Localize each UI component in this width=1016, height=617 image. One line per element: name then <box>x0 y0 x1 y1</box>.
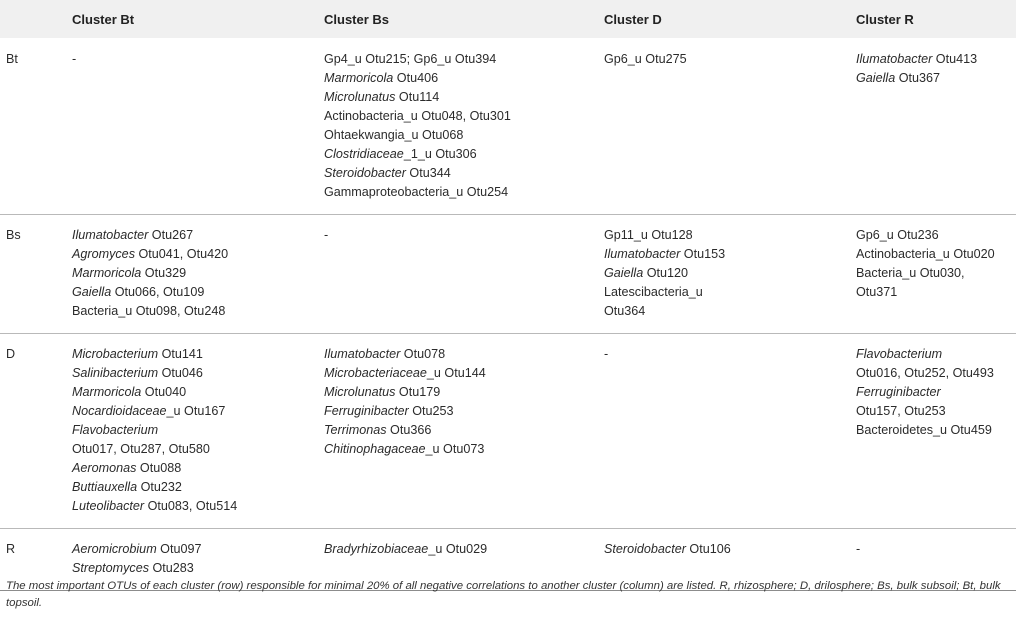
table-cell <box>602 334 854 529</box>
entry-text: Otu088 <box>136 461 182 475</box>
otu-entry <box>856 226 1016 245</box>
entry-text: Otu017, Otu287, Otu580 <box>72 442 210 456</box>
taxon-name: Microbacteriaceae <box>324 366 427 380</box>
otu-entry <box>324 107 602 126</box>
entry-text: Otu413 <box>932 52 978 66</box>
entry-text: Otu344 <box>405 166 451 180</box>
taxon-name: Ferruginibacter <box>856 385 941 399</box>
table-cell <box>602 215 854 334</box>
entry-text: Otu016, Otu252, Otu493 <box>856 366 994 380</box>
taxon-name: Nocardioidaceae <box>72 404 167 418</box>
table-cell <box>322 334 602 529</box>
otu-entry <box>856 383 1016 402</box>
otu-entry <box>856 50 1016 69</box>
otu-entry <box>324 50 602 69</box>
entry-text: Otu046 <box>158 366 203 380</box>
taxon-name: Ilumatobacter <box>324 347 401 361</box>
row-label: R <box>6 542 16 556</box>
taxon-name: Aeromicrobium <box>72 542 157 556</box>
taxon-name: Marmoricola <box>72 266 142 280</box>
row-label: Bs <box>6 228 21 242</box>
table-cell <box>70 215 322 334</box>
row-label: D <box>6 347 16 361</box>
taxon-name: Ilumatobacter <box>72 228 149 242</box>
entry-text: Otu253 <box>408 404 454 418</box>
table-cell <box>854 38 1016 215</box>
entry-text: - <box>324 228 329 242</box>
otu-entry <box>72 226 322 245</box>
header-cluster-bs: Cluster Bs <box>324 11 390 27</box>
otu-entry <box>856 540 1016 559</box>
otu-entry <box>324 540 602 559</box>
taxon-name: Agromyces <box>72 247 135 261</box>
otu-entry <box>324 383 602 402</box>
taxon-name: Gaiella <box>856 71 896 85</box>
entry-text: Otu406 <box>393 71 439 85</box>
otu-entry <box>324 364 602 383</box>
table-row <box>0 215 1016 334</box>
entry-text: Bacteria_u Otu030, <box>856 266 965 280</box>
otu-entry <box>856 345 1016 364</box>
otu-entry <box>324 402 602 421</box>
taxon-name: Marmoricola <box>72 385 142 399</box>
entry-text: Gp4_u Otu215; Gp6_u Otu394 <box>324 52 497 66</box>
otu-entry <box>72 383 322 402</box>
taxon-name: Luteolibacter <box>72 499 145 513</box>
otu-entry <box>324 164 602 183</box>
entry-text: Otu179 <box>395 385 441 399</box>
header-cluster-d: Cluster D <box>604 11 662 27</box>
otu-entry <box>72 540 322 559</box>
entry-text: Otu371 <box>856 285 898 299</box>
taxon-name: Gaiella <box>604 266 644 280</box>
entry-text: Otu283 <box>149 561 194 575</box>
taxon-name: Marmoricola <box>324 71 394 85</box>
otu-entry <box>856 402 1016 421</box>
taxon-name: Salinibacterium <box>72 366 159 380</box>
taxon-name: Steroidobacter <box>604 542 686 556</box>
entry-text: Gp6_u Otu236 <box>856 228 939 242</box>
entry-text: Otu232 <box>137 480 182 494</box>
otu-entry <box>604 302 854 321</box>
otu-entry <box>72 459 322 478</box>
taxon-name: Microlunatus <box>324 90 396 104</box>
otu-entry <box>72 440 322 459</box>
taxon-name: Ferruginibacter <box>324 404 409 418</box>
taxon-name: Terrimonas <box>324 423 387 437</box>
taxon-name: Microlunatus <box>324 385 396 399</box>
entry-text: Otu083, Otu514 <box>144 499 238 513</box>
table-cell <box>70 38 322 215</box>
otu-entry <box>604 264 854 283</box>
entry-text: Otu097 <box>156 542 202 556</box>
otu-entry <box>604 540 854 559</box>
entry-text: Bacteroidetes_u Otu459 <box>856 423 992 437</box>
taxon-name: Microbacterium <box>72 347 159 361</box>
otu-entry <box>604 50 854 69</box>
header-corner <box>0 0 70 38</box>
entry-text: Otu366 <box>386 423 432 437</box>
taxon-name: Steroidobacter <box>324 166 406 180</box>
otu-entry <box>72 302 322 321</box>
otu-entry <box>72 497 322 516</box>
entry-text: Ohtaekwangia_u Otu068 <box>324 128 464 142</box>
entry-text: _u Otu073 <box>425 442 485 456</box>
taxon-name: Streptomyces <box>72 561 149 575</box>
otu-entry <box>72 559 322 578</box>
otu-entry <box>324 226 602 245</box>
otu-entry <box>72 345 322 364</box>
otu-entry <box>324 421 602 440</box>
table-row <box>0 38 1016 215</box>
otu-entry <box>324 69 602 88</box>
taxon-name: Buttiauxella <box>72 480 138 494</box>
entry-text: Gp11_u Otu128 <box>604 228 693 242</box>
entry-text: _u Otu144 <box>426 366 486 380</box>
table-cell <box>602 38 854 215</box>
otu-entry <box>856 421 1016 440</box>
entry-text: Otu066, Otu109 <box>111 285 205 299</box>
entry-text: - <box>856 542 861 556</box>
table-cell <box>322 38 602 215</box>
entry-text: Otu267 <box>148 228 194 242</box>
otu-entry <box>72 421 322 440</box>
entry-text: Otu329 <box>141 266 187 280</box>
otu-entry <box>856 364 1016 383</box>
entry-text: Otu114 <box>395 90 440 104</box>
taxon-name: Ilumatobacter <box>856 52 933 66</box>
otu-entry <box>856 69 1016 88</box>
otu-entry <box>72 245 322 264</box>
taxon-name: Ilumatobacter <box>604 247 681 261</box>
taxon-name: Chitinophagaceae <box>324 442 426 456</box>
taxon-name: Aeromonas <box>72 461 137 475</box>
otu-entry <box>72 283 322 302</box>
otu-entry <box>324 145 602 164</box>
otu-entry <box>324 440 602 459</box>
taxon-name: Bradyrhizobiaceae <box>324 542 429 556</box>
table-cell <box>70 334 322 529</box>
header-cluster-r: Cluster R <box>856 11 914 27</box>
otu-entry <box>324 183 602 202</box>
otu-entry <box>72 478 322 497</box>
table-footnote: The most important OTUs of each cluster (row) responsible for minimal 20% of all negative correlations to another cluster (column) are listed. R, rhizosphere; D, drilosphere; Bs, bulk subsoil; Bt, bulk topsoil. <box>6 580 1001 609</box>
otu-entry <box>604 226 854 245</box>
otu-entry <box>856 245 1016 264</box>
otu-entry <box>856 283 1016 302</box>
taxon-name: Gaiella <box>72 285 112 299</box>
otu-entry <box>72 50 322 69</box>
table-cell <box>322 215 602 334</box>
entry-text: _u Otu167 <box>166 404 226 418</box>
entry-text: - <box>604 347 609 361</box>
otu-entry <box>604 345 854 364</box>
taxon-name: Flavobacterium <box>856 347 943 361</box>
entry-text: Gp6_u Otu275 <box>604 52 687 66</box>
entry-text: Otu153 <box>680 247 726 261</box>
otu-entry <box>72 402 322 421</box>
entry-text: _u Otu029 <box>428 542 488 556</box>
entry-text: Otu141 <box>158 347 203 361</box>
otu-entry <box>324 345 602 364</box>
table-body <box>0 38 1016 591</box>
otu-entry <box>72 264 322 283</box>
header-cluster-bt: Cluster Bt <box>72 11 135 27</box>
entry-text: Otu106 <box>685 542 731 556</box>
taxon-name: Flavobacterium <box>72 423 159 437</box>
entry-text: Actinobacteria_u Otu020 <box>856 247 995 261</box>
entry-text: Latescibacteria_u <box>604 285 703 299</box>
entry-text: Bacteria_u Otu098, Otu248 <box>72 304 226 318</box>
entry-text: Otu078 <box>400 347 446 361</box>
entry-text: Otu157, Otu253 <box>856 404 946 418</box>
entry-text: _1_u Otu306 <box>403 147 477 161</box>
entry-text: Actinobacteria_u Otu048, Otu301 <box>324 109 511 123</box>
otu-entry <box>324 126 602 145</box>
table-cell <box>854 334 1016 529</box>
table-cell <box>854 215 1016 334</box>
taxon-name: Clostridiaceae <box>324 147 404 161</box>
entry-text: Otu120 <box>643 266 689 280</box>
entry-text: Otu367 <box>895 71 941 85</box>
otu-entry <box>72 364 322 383</box>
entry-text: Otu040 <box>141 385 187 399</box>
entry-text: - <box>72 52 77 66</box>
otu-entry <box>604 283 854 302</box>
table-row <box>0 334 1016 529</box>
otu-entry <box>856 264 1016 283</box>
otu-entry <box>604 245 854 264</box>
entry-text: Otu041, Otu420 <box>135 247 229 261</box>
entry-text: Otu364 <box>604 304 646 318</box>
otu-entry <box>324 88 602 107</box>
table-header-row <box>0 0 1016 38</box>
entry-text: Gammaproteobacteria_u Otu254 <box>324 185 509 199</box>
row-label: Bt <box>6 52 18 66</box>
